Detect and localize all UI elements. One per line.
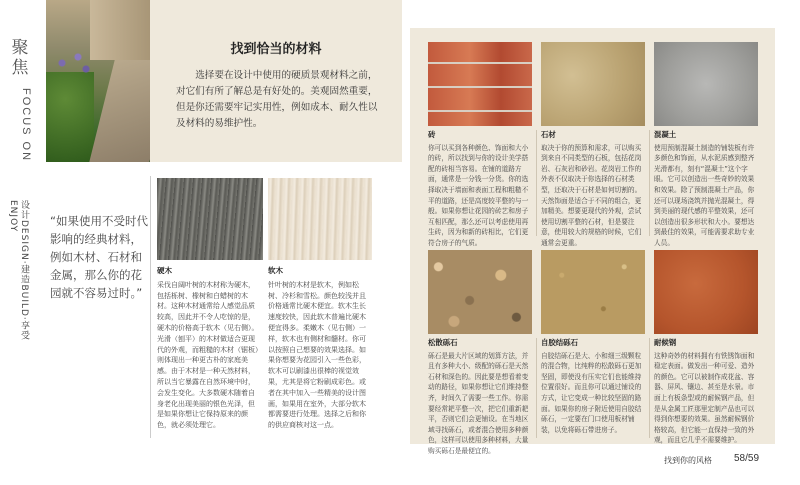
corten-steel-name: 耐候钢: [654, 338, 677, 347]
concrete-name: 混凝土: [654, 130, 677, 139]
divider: [649, 338, 650, 438]
loose-gravel-block: [428, 338, 534, 457]
concrete-block: [654, 130, 760, 249]
intro-paragraph: 选择要在设计中使用的硬质景观材料之前，对它们有所了解总是有好处的。美观固然重要，但是你还需要牢记实用性，例如成本、耐久性以及材料的易维护性。: [176, 70, 378, 129]
brick-block: [428, 130, 534, 249]
hardwood-block: [157, 266, 261, 431]
divider: [536, 338, 537, 438]
garden-path-photo: [46, 0, 150, 162]
intro-box: [150, 0, 402, 162]
self-binding-gravel-block: [541, 338, 647, 435]
focus-label-en: FOCUS ON: [20, 88, 32, 163]
loose-gravel-photo: [428, 250, 532, 334]
stone-photo: [541, 42, 645, 126]
softwood-photo: [268, 178, 372, 260]
hardwood-photo: [157, 178, 263, 260]
focus-label-cn: 聚焦: [11, 38, 29, 78]
corten-steel-photo: [654, 250, 758, 334]
softwood-name: 软木: [268, 266, 283, 275]
design-label-text: 设计DESIGN·建造BUILD·享受ENJOY: [8, 200, 29, 341]
self-binding-gravel-text: 自胶结砾石是大、小和细三级颗粒的混合物，比纯粹的松散砾石更加坚固，即使没有压实它们也能维持位置很好。而且你可以通过铺设的方式，让它变成一种比较坚固的路面。如果你的房子附近使用自胶结砾石，一定要在门口使用板材铺装，以免将砾石带进房子。: [541, 351, 642, 434]
stone-name: 石材: [541, 130, 556, 139]
hardwood-text: 采伐自阔叶树的木材称为硬木，包括栎树、橡树和白蜡树的木材。这种木材通常给人感觉品质较高，因此并不令人吃惊的是，硬木的价格高于软木（见右侧）。光滑（刨平）的木材做适合更现代的外观，而粗糙的木材（锯板）则体现出一种更古朴的家庭美感。由于木材是一种天然材料，所以当它暴露在自然环境中时，会发生变化。大多数硬木随着自身老化出现美丽的银色光泽，但是如果你想让它保持原来的颜色，就必须处理它。: [157, 280, 259, 430]
stone-block: [541, 130, 647, 249]
corten-steel-block: [654, 338, 760, 446]
section-title: 找到恰当的材料: [230, 42, 322, 57]
brick-photo: [428, 42, 532, 126]
corten-steel-text: 这种奇妙的材料拥有有铁锈饰面和稳定表面。做发出一种可爱、造外的颜色。它可以被制作成花盆、容器、屏风、镶边、甚至是水景。市面上有板条型或的耐候钢产品，但是从金属工匠那里定制产品也可以得到你想要的效果。虽然耐候钢价格较高，但它能一直保持一致的外观，而且它几乎不需要维护。: [654, 351, 755, 445]
stone-text: 取决于你的预算和需求，可以购买到来自不同类型的石板，包括花岗岩、石灰岩和砂岩。花岗岩工作的外表不仅取决于你选择的石材类型，还取决于石材是如何切割的。天然饰面是适合于不同的组合，更加精美。想要更现代的外观，尝试使用切割平整的石材，但是要注意，使用较大的规格的时候，它们通常会更重。: [541, 143, 642, 247]
divider: [536, 130, 537, 236]
self-binding-gravel-photo: [541, 250, 645, 334]
chapter-title: 找到你的风格: [664, 456, 712, 465]
design-build-enjoy-label: [8, 200, 38, 350]
softwood-text: 针叶树的木材是软木，例如松树、冷杉和雪松。颜色较浅并且价格通常比硬木便宜。软木生长速度较快，因此软木普遍比硬木便宜得多。柔嫩木（见右侧）一样，软木也有侧材和髓材。你可以按照自己想要的效果选择。如果你想要为花园引入一些色彩，软木可以刷漆出很棒的视觉效果，尤其是将它粉刷成彩色。或者在其中加入一些精美的设计图画，如果用在室外，大部分软木都需要进行处理。选择之后和你的供应商核对这一点。: [268, 280, 366, 430]
brick-name: 砖: [428, 130, 436, 139]
pull-quote: “如果使用不受时代影响的经典材料，例如木材、石材和金属，那么你的花园就不容易过时。”: [50, 214, 148, 300]
softwood-block: [268, 266, 372, 431]
self-binding-gravel-name: 自胶结砾石: [541, 338, 578, 347]
divider: [649, 130, 650, 236]
loose-gravel-name: 松散砾石: [428, 338, 458, 347]
column-divider: [150, 176, 151, 438]
brick-text: 你可以买到各种颜色、饰面和大小的砖，所以找到与你的设计美学搭配的砖相当容易。在铺的道路方面，通常是一分钱一分货。你的选择取决于墙面和表面工程和粗糙不平的道路，还是高度较平整的与一般。如果你想让花园的砖艺和房子互相匹配，那么还可以考虑使用再生砖，因为和新的砖相比，它们更符合房子的气质。: [428, 143, 529, 247]
hardwood-name: 硬木: [157, 266, 172, 275]
page-number: 58/59: [734, 453, 760, 464]
concrete-text: 使用预制混凝土制造的铺装板有许多颜色和饰面，从水泥质感到整齐光滑都有，刻有“混凝土”这个字眼。它可以创造出一些奇妙的效果和效果。除了预制混凝土产品，你还可以现场浇筑并抛光混凝土，得到美丽的现代感的平整效果，还可以创造出很多形状和大小。要想达到最佳的效果，可能需要求助专业人员。: [654, 143, 755, 247]
loose-gravel-text: 砾石是最大片区域的划算方法，并且有多种大小、级配的砾石是天然石材和深色的。因此要是想看着变动的路径，如果你想让它们维持整齐，时间久了需要一些工作。你需要经常耙平整一次，把它们重新耙平，否则它们会更铺设。在当地区域寻找砾石，或者混合使用多种颜色，这样可以使用多种材料，大量购买砾石是最便宜的。: [428, 351, 529, 455]
focus-on-label: [6, 38, 36, 188]
concrete-photo: [654, 42, 758, 126]
